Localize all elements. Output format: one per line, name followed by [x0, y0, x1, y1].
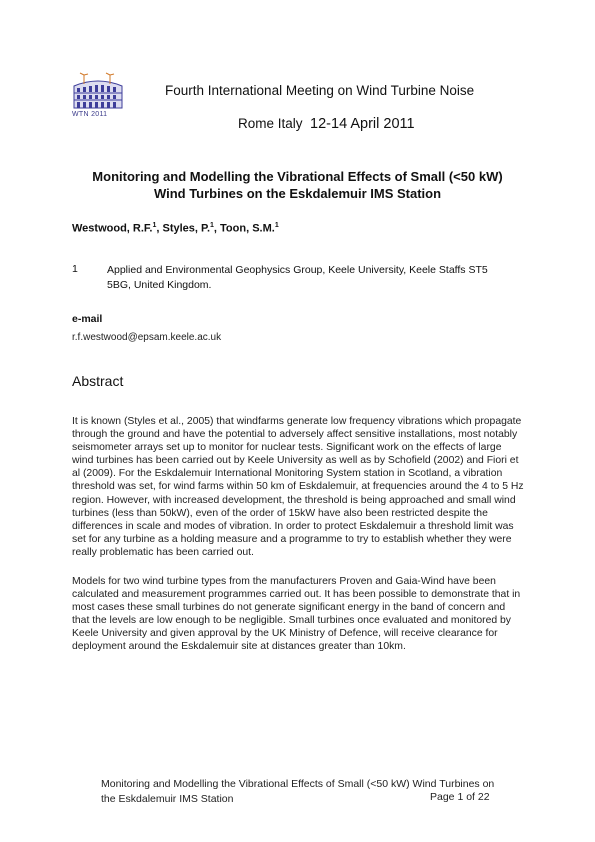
logo-caption: WTN 2011: [72, 111, 108, 118]
footer-title: Monitoring and Modelling the Vibrational Effects of Small (<50 kW) Wind Turbines on the Eskdalemuir IMS Station: [101, 778, 495, 805]
paper-title-line-1: Monitoring and Modelling the Vibrational Effects of Small (<50 kW): [92, 169, 503, 184]
abstract-paragraph: It is known (Styles et al., 2005) that windfarms generate low frequency vibrations which propagate through the ground and have the potential to adversely affect sensitive installations, most notably seismometer arrays set up to monitor for nuclear tests. Significant work on the effects of large wind turbines has been carried out by Keele University as well as by Schofield (2002) and Fiori et al (2009). For the Eskdalemuir International Monitoring System station in Scotland, a vibration threshold was set, for wind farms within 50 km of Eskdalemuir, at frequencies around the 4 to 5 Hz region. However, with increased development, the threshold is being approached and small wind turbines (less than 50kW), even of the order of 15kW have also been restricted despite the differences in scale and modes of vibration. In order to protect Eskdalemuir a threshold limit was set for any turbine as a holding measure and a programme to try to establish whether they were really problematic has been carried out.: [72, 416, 524, 558]
paper-title-line-2: Wind Turbines on the Eskdalemuir IMS Station: [153, 186, 442, 201]
author-affiliation-mark: 1: [274, 222, 279, 229]
affiliation-number: 1: [72, 263, 78, 275]
email-address: r.f.westwood@epsam.keele.ac.uk: [72, 332, 222, 343]
paper-title: [60, 168, 535, 202]
affiliation-text: Applied and Environmental Geophysics Group, Keele University, Keele Staffs ST5 5BG, United Kingdom.: [107, 264, 488, 291]
conference-name: Fourth International Meeting on Wind Turbine Noise: [165, 83, 475, 98]
conference-dates: 12-14 April 2011: [310, 116, 415, 132]
author-affiliation-mark: 1: [210, 222, 214, 229]
author-name: Styles, P.: [162, 222, 210, 235]
email-label: e-mail: [72, 313, 103, 325]
author-name: Toon, S.M.: [220, 222, 275, 235]
abstract-paragraph: Models for two wind turbine types from the manufacturers Proven and Gaia-Wind have been calculated and measurement programmes carried out. It has been possible to demonstrate that in most cases these small turbines do not generate significant energy in the band of concern and that the levels are low enough to be negligible. Small turbines once evaluated and monitored by Keele University and given approval by the UK Ministry of Defence, will receive clearance for deployment around the Eskdalemuir site at distances greater than 10km.: [72, 576, 521, 653]
author-name: Westwood, R.F.: [72, 222, 153, 235]
conference-location: Rome Italy: [238, 116, 303, 131]
author-affiliation-mark: 1: [152, 222, 157, 229]
abstract-heading: Abstract: [72, 373, 124, 389]
conference-date-line: [238, 116, 415, 132]
page-number: Page 1 of 22: [430, 791, 490, 803]
author-list: Westwood, R.F.$^1$, Styles, P.$^1$, Toon, S.M.$^1$: [72, 222, 279, 235]
